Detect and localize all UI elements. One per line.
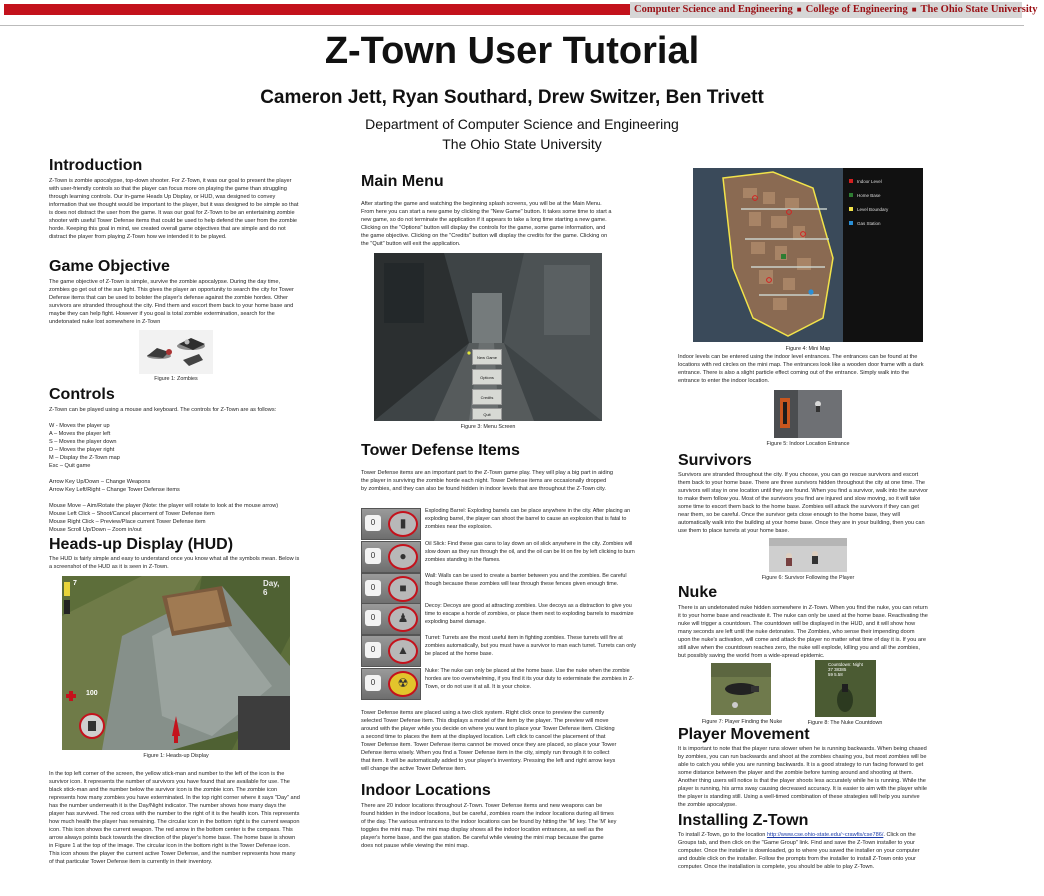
- tower-intro: Tower Defense items are an important part to the Z-Town game play. They will play a big part in aiding the player in surviving the zombie horde each night. Tower Defense items are occasionally dropped by zombies, and they can also be found hidden in indoor levels that are throughout the Z-Town city.: [361, 470, 613, 492]
- separator-icon: ■: [911, 5, 917, 14]
- poster-authors: Cameron Jett, Ryan Southard, Drew Switzer, Ben Trivett: [260, 87, 764, 108]
- header-band: [0, 2, 1038, 18]
- tower-item-text: Turret: Turrets are the most useful item in fighting zombies. These turrets will fire at zombies automatically, but you must have a survivor to man each turret. Turrets can only be placed at the home base.: [425, 635, 637, 657]
- poster-department: Department of Computer Science and Engineering: [365, 116, 679, 132]
- institution-dept: Computer Science and Engineering: [634, 4, 793, 15]
- nuke-countdown-caption: Figure 8: The Nuke Countdown: [807, 720, 883, 726]
- survivors-heading: Survivors: [678, 452, 752, 469]
- tower-item-text: Exploding Barrel: Exploding barrels can be place anywhere in the city. After placing an exploding barrel, the player can shoot the barrel to cause an explosion that is fatal to zombies near the explosion.: [425, 508, 631, 530]
- minimap-figure: [693, 168, 923, 342]
- nuke-find-figure: [711, 663, 771, 715]
- poster-university: The Ohio State University: [442, 136, 602, 152]
- institution-university: The Ohio State University: [920, 4, 1038, 15]
- tower-item-decoy: [361, 603, 641, 635]
- hud-intro: The HUD is fairly simple and easy to understand once you know what all the symbols mean. Below is a screenshot of the HUD as it is seen in Z-Town.: [49, 556, 300, 570]
- controls-arrows: Arrow Key Up/Down – Change Weapons Arrow Key Left/Right – Change Tower Defense items: [49, 479, 180, 493]
- hud-survivor-count: 7: [73, 580, 77, 587]
- indoor-entrance-caption: Figure 5: Indoor Location Entrance: [766, 441, 850, 447]
- menu-button-options[interactable]: Options: [472, 369, 502, 385]
- tower-item-turret: [361, 635, 641, 667]
- intro-heading: Introduction: [49, 157, 143, 174]
- mainmenu-heading: Main Menu: [361, 173, 444, 190]
- indoor-heading: Indoor Locations: [361, 782, 491, 799]
- indoor-entrance-figure: [774, 390, 842, 438]
- wall-icon: 0 ■: [361, 573, 421, 605]
- institution-college: College of Engineering: [805, 4, 908, 15]
- hud-day-indicator: Day, 6: [263, 579, 280, 597]
- minimap-body: Indoor levels can be entered using the indoor level entrances. The entrances can be found at the locations with red circles on the mini map. The entrances look like a wooden door frame with a dark entrance. There is also a slight particle effect coming out of the entrance. Simply walk into the entrance to enter the indoor location.: [678, 354, 924, 384]
- tower-item-barrel: [361, 508, 641, 540]
- movement-heading: Player Movement: [678, 726, 810, 743]
- hud-heading: Heads-up Display (HUD): [49, 536, 234, 553]
- separator-icon: ■: [796, 5, 802, 14]
- hud-body: In the top left corner of the screen, the yellow stick-man and number to the left of the icon is the survivor icon. It represents the number of survivors you have found that are available for use. The black stick-man and the number below the survivor icon is the zombie icon. The zombie icon represents how many zombies you have exterminated. In the top right corner where it says "Day" and has the number underneath it is the Day/Night indicator. The number shows how many days the player has survived. The red cross with the number to the right of it is the health icon. This represents how much health the player has remaining. The circular icon in the bottom right is the current weapon icon. This icon shows the current weapon. The red arrow in the bottom center is the compass. This arrow always points back towards the direction of the player's home base. The home base is shown in Figure 1 at the top of the image. The circular icon in the bottom right is the Tower Defense icon. This icon shows the player the current active Tower Defense, and the number represents how many of that particular Tower Defense item is currently in their inventory.: [49, 771, 300, 865]
- intro-body: Z-Town is zombie apocalypse, top-down shooter. For Z-Town, it was our goal to present the player with user-friendly controls so that the player can focus more on playing the game than struggling through learning controls. Our in-game Heads Up Display, or HUD, was designed to convey information that we thought would be important to the player, but it was designed to be simple so that is does not distract the user from the game. It was our goal for Z-Town to be an entertaining zombie shooter with useful Tower Defense items that could be used to help defend the user from the zombie horde. Keeping this goal in mind, we created overall game objectives that are simple and do not distract the player from playing Z-Town how we intended it to be played.: [49, 178, 299, 240]
- nuke-countdown-figure: [815, 660, 876, 717]
- nuke-icon: 0 ☢: [361, 668, 421, 700]
- install-heading: Installing Z-Town: [678, 812, 809, 829]
- turret-icon: 0 ▲: [361, 635, 421, 667]
- nuke-body: There is an undetonated nuke hidden somewhere in Z-Town. When you find the nuke, you can return it to your home base and reactivate it. The nuke can only be used at the home base. Reactivating the nuke will trigger a countdown. The countdown will be displayed in the HUD, and it will show how many seconds are left until the nuke detonates. The Zombies, who sense their impending doom upon the nuke's activation, will come and attack the player no matter what time of day it is. If you are still alive when the countdown reaches zero, the nuke will explode, killing you and all the zombies, but possibly saving the world from a wide-spread epidemic.: [678, 605, 928, 659]
- zombies-caption: Figure 1: Zombies: [154, 376, 198, 382]
- institution-line: [630, 2, 1038, 18]
- menu-screenshot: [374, 253, 602, 421]
- nuke-find-caption: Figure 7: Player Finding the Nuke: [701, 719, 783, 725]
- tower-heading: Tower Defense Items: [361, 442, 520, 459]
- header-divider: [0, 25, 1024, 26]
- objective-heading: Game Objective: [49, 258, 170, 275]
- indoor-body: There are 20 indoor locations throughout Z-Town. Tower Defense items and new weapons can be found hidden in the indoor locations, but be careful, zombies roam the indoor locations during all times of the day. The various entrances to the indoor locations can be found by hitting the 'M' key. The 'M' key toggles the mini map. The mini map display shows all the indoor location entrances, as well as the player's home base, and the gas station. Be careful while viewing the mini map because the game does not pause while viewing the mini map.: [361, 803, 617, 849]
- tower-item-oil: [361, 541, 641, 573]
- menu-caption: Figure 3: Menu Screen: [460, 424, 516, 430]
- install-link[interactable]: http://www.cse.ohio-state.edu/~crawfis/cse786/: [766, 832, 884, 838]
- nuke-heading: Nuke: [678, 584, 718, 601]
- controls-intro: Z-Town can be played using a mouse and keyboard. The controls for Z-Town are as follows:: [49, 407, 277, 413]
- survivor-caption: Figure 6: Survivor Following the Player: [761, 575, 855, 581]
- tower-item-text: Nuke: The nuke can only be placed at the home base. Use the nuke when the zombie hordes are too overwhelming, if you find it its your duty to exterminate the zombies in Z-Town, or do not use it at all. It is your choice.: [425, 668, 634, 690]
- tower-item-nuke: [361, 668, 641, 700]
- minimap-caption: Figure 4: Mini Map: [785, 346, 831, 352]
- hud-caption: Figure 1: Heads-up Display: [143, 753, 209, 759]
- install-body: To install Z-Town, go to the location http://www.cse.ohio-state.edu/~crawfis/cse786/. Click on the Groups tab, and then click on the "Game Group" link. Find and save the Z-Town installer to your computer. Once the installer is downloaded, go to where you saved the installer on your computer and double click on the installer. Follow the prompts from the installer to install Z-Town onto your computer. Once the installation is complete, you should be able to play Z-Town.: [678, 832, 920, 870]
- poster-title: Z-Town User Tutorial: [324, 30, 700, 72]
- controls-mouse: Mouse Move – Aim/Rotate the player (Note: the player will rotate to look at the mouse arrow) Mouse Left Click – Shoot/Cancel placement of Tower Defense item Mouse Right Click – Preview/Place current Tower Defense item Mouse Scroll Up/Down – Zoom in/out: [49, 503, 279, 533]
- survivor-figure: [769, 538, 847, 572]
- decoy-icon: 0 ♟: [361, 603, 421, 635]
- hud-screenshot: [62, 576, 290, 750]
- nuke-countdown-text: Countdown: Night 37 38385 59 5.58: [828, 662, 863, 677]
- minimap-legend: Indoor Level Home Base Level Boundary Gas Station: [849, 178, 919, 234]
- controls-heading: Controls: [49, 386, 115, 403]
- tower-item-text: Oil Slick: Find these gas cans to lay down an oil slick anywhere in the city. Zombies will slow down as they run through the oil, and the oil can be lit on fire by left clicking to burn zombies standing in the flames.: [425, 541, 635, 563]
- tower-item-text: Decoy: Decoys are good at attracting zombies. Use decoys as a distraction to give you time to escape a horde of zombies, or place them next to exploding barrels to maximize exploding barrel damage.: [425, 603, 634, 625]
- movement-body: It is important to note that the player runs slower when he is running backwards. When being chased by zombies, you can run backwards and shoot at the zombies chasing you, but most zombies will be able to catch you while you are running backwards. It is a good strategy to run facing forward to get some distance between the player and the zombie before turning around and shooting at them. Another thing users will notice is that the player shoots less accurately while he is running. While the player is running, his arms sway causing decreased accuracy. It is easier to aim with the player while the player is standing still. Using a well-timed combination of these strategies will help you survive the zombie apocalypse.: [678, 746, 927, 808]
- tower-item-wall: [361, 573, 641, 605]
- mainmenu-body: After starting the game and watching the beginning splash screens, you will be at the Main Menu. From here you can start a new game by clicking the "New Game" button. It takes some time to start a new game, so do not terminate the application if it appears to take a long time starting a new game. Clicking on the "Options" button will display the controls for the game, some game information, and the game objective. Clicking on the "Credits" button will display the credits for the game. Clicking on the "Quit" button will exit the application.: [361, 201, 612, 247]
- objective-body: The game objective of Z-Town is simple, survive the zombie apocalypse. During the day time, zombies go get out of the sun light. This gives the player an opportunity to search the city for Tower Defense items that can be used to bolster the player's defense against the zombie hordes. Other survivors are stranded throughout the city. Find them and escort them back to your home base and maybe they can help fight. However if you goal is total zombie extermination, search for the undetonated nuke lost somewhere in Z-Town: [49, 279, 294, 325]
- barrel-icon: 0 ▮: [361, 508, 421, 540]
- header-red-bar: [4, 4, 630, 15]
- menu-button-quit[interactable]: Quit: [472, 408, 502, 420]
- menu-button-new-game[interactable]: New Game: [472, 349, 502, 365]
- oil-slick-icon: 0 ●: [361, 541, 421, 573]
- tower-outro: Tower Defense items are placed using a two click system. Right click once to preview the currently selected Tower Defense item. This displays a model of the item by the player. The preview will move around with the player while you decide on where you want to place your Tower Defense item. Clicking a second time to places the item at the displayed location. Left click to cancel the placement of that Tower Defense item. Tower Defense items cannot be moved once they are placed, so place your Tower Defense items wisely. When you find a Tower Defense item in the city, simply run through it to collect that item. It will be automatically added to your player's inventory. Pressing the left and right arrow keys will change the active Tower Defense item.: [361, 710, 617, 772]
- survivors-body: Survivors are stranded throughout the city. If you choose, you can go rescue survivors and escort them back to your home base. There are three survivors hidden throughout the city at one time. The survivors will stay in one location until they are found. When you find a survivor, walk into the survivor to make them follow you. Most of the survivors you find are injured and slow moving, so it will take some time to escort them back to the home base. Zombies will attack the survivors if they can get near them, so be careful. Once the survivor gets close enough to the home base, they will automatically walk into the building at your home base. Once they are in your building, then you can use them to place turrets at your home base.: [678, 472, 928, 534]
- tower-item-text: Wall: Walls can be used to create a barrier between you and the zombies. Be careful though because these zombies will tear through these fences given enough time.: [425, 573, 627, 587]
- menu-button-credits[interactable]: Credits: [472, 389, 502, 405]
- zombies-figure: [139, 330, 213, 374]
- controls-keys: W - Moves the player up A – Moves the player left S – Moves the player down D – Moves the player right M – Display the Z-Town map Esc – Quit game: [49, 423, 120, 469]
- hud-health-value: 100: [86, 690, 98, 697]
